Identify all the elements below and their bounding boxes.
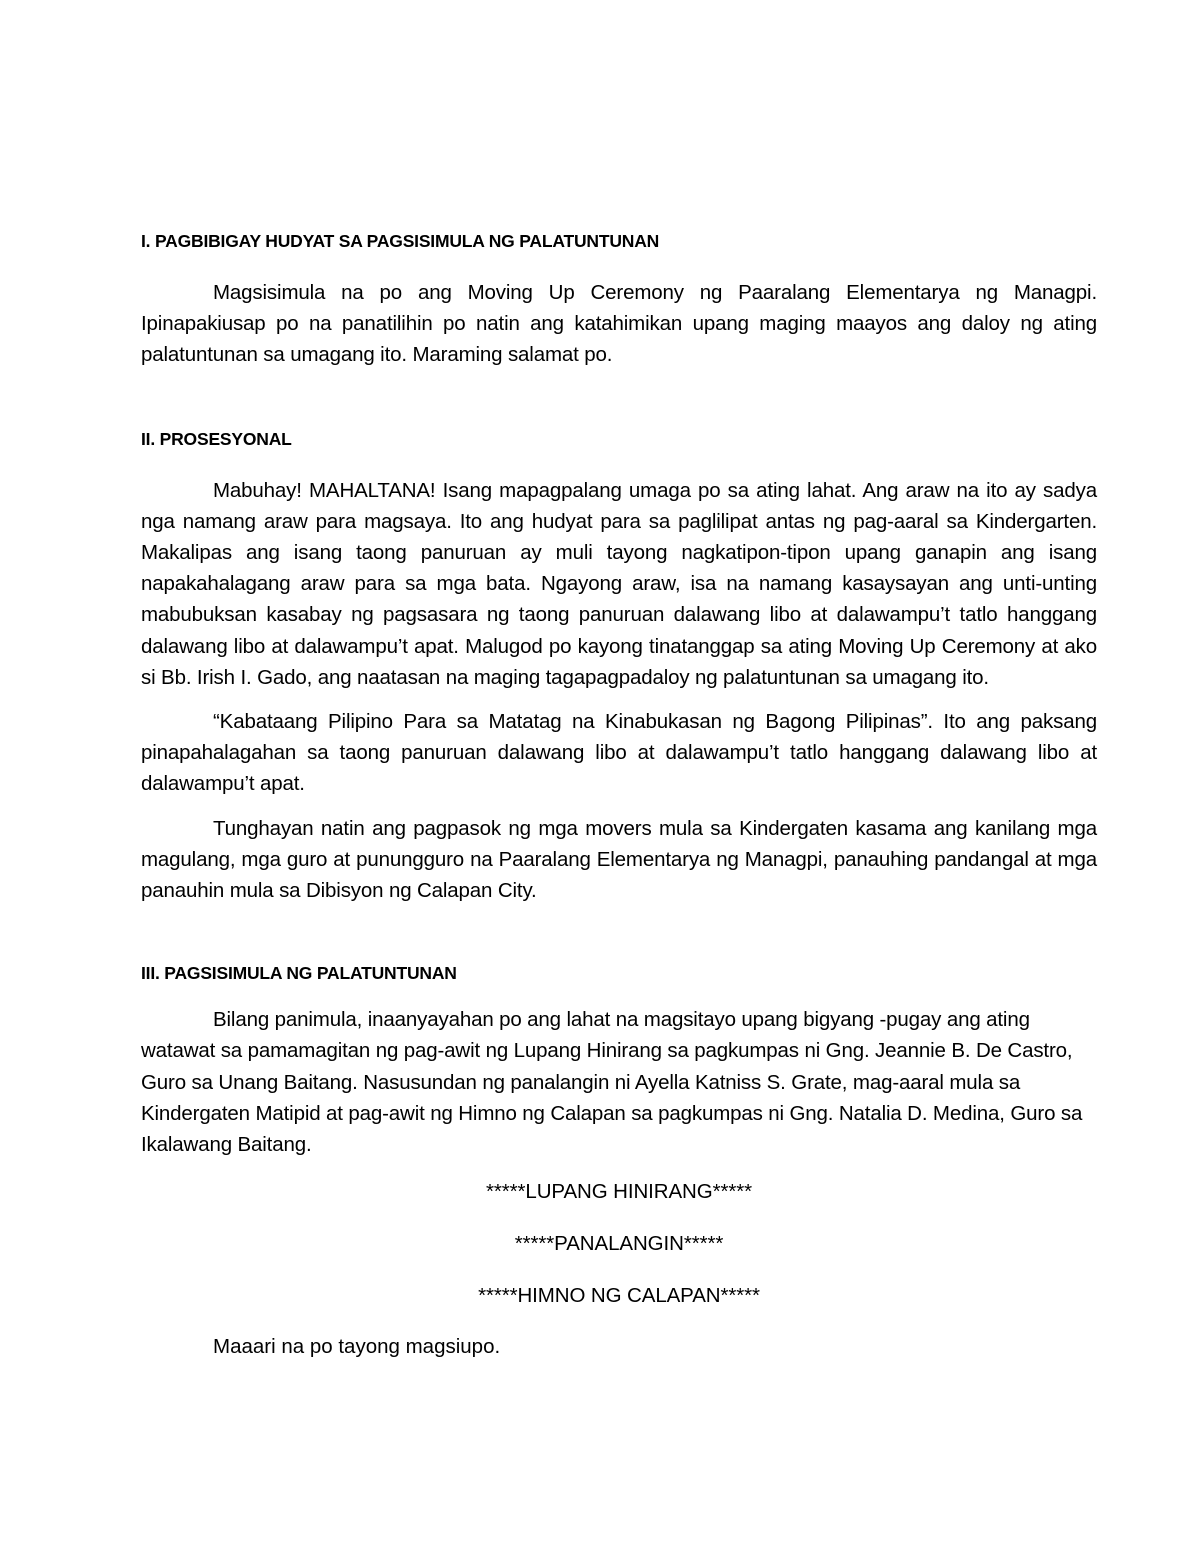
section-2-paragraph-2: “Kabataang Pilipino Para sa Matatag na Kinabukasan ng Bagong Pilipinas”. Ito ang paksang pinapahalagahan sa taong panuruan dalawang libo at dalawampu’t tatlo hanggang dalawang libo at dalawampu’t apat. [141,710,1097,796]
section-1-paragraph-1: Magsisimula na po ang Moving Up Ceremony ng Paaralang Elementarya ng Managpi. Ipinapakiusap po na panatilihin po natin ang katahimikan upang maging maayos ang daloy ng ating palatuntunan sa umagang ito. Maraming salamat po. [141,281,1097,367]
lupang-hinirang-marker: *****LUPANG HINIRANG***** [486,1180,752,1204]
section-2-heading: II. PROSESYONAL [141,428,292,449]
section-2-paragraph-1: Mabuhay! MAHALTANA! Isang mapagpalang umaga po sa ating lahat. Ang araw na ito ay sadya nga namang araw para magsaya. Ito ang hudyat para sa paglilipat antas ng pag-aaral sa Kindergarten. Makalipas ang isang taong panuruan ay muli tayong nagkatipon-tipon upang ganapin ang isang napakahalagang araw para sa mga bata. Ngayong araw, isa na namang kasaysayan ang unti-unting mabubuksan kasabay ng pagsasara ng taong panuruan dalawang libo at dalawampu’t tatlo hanggang dalawang libo at dalawampu’t apat. Malugod po kayong tinatanggap sa ating Moving Up Ceremony at ako si Bb. Irish I. Gado, ang naatasan na maging tagapagpadaloy ng palatuntunan sa umagang ito. [141,478,1097,689]
closing-line: Maaari na po tayong magsiupo. [213,1335,501,1359]
section-3-heading: III. PAGSISIMULA NG PALATUNTUNAN [141,963,457,984]
document-page [141,226,1097,1362]
section-2-paragraph-3: Tunghayan natin ang pagpasok ng mga movers mula sa Kindergaten kasama ang kanilang mga magulang, mga guro at punungguro na Paaralang Elementarya ng Managpi, panauhing pandangal at mga panauhin mula sa Dibisyon ng Calapan City. [141,816,1097,903]
section-3-paragraph-1: Bilang panimula, inaanyayahan po ang lahat na magsitayo upang bigyang -pugay ang ating watawat sa pamamagitan ng pag-awit ng Lupang Hinirang sa pagkumpas ni Gng. Jeannie B. De Castro, Guro sa Unang Baitang. Nasusundan ng panalangin ni Ayella Katniss S. Grate, mag-aaral mula sa Kindergaten Matipid at pag-awit ng Himno ng Calapan sa pagkumpas ni Gng. Natalia D. Medina, Guro sa Ikalawang Baitang. [141,1008,1083,1157]
panalangin-marker: *****PANALANGIN***** [514,1232,724,1256]
himno-ng-calapan-marker: *****HIMNO NG CALAPAN***** [478,1284,760,1308]
section-1-heading: I. PAGBIBIGAY HUDYAT SA PAGSISIMULA NG PALATUNTUNAN [141,231,660,251]
